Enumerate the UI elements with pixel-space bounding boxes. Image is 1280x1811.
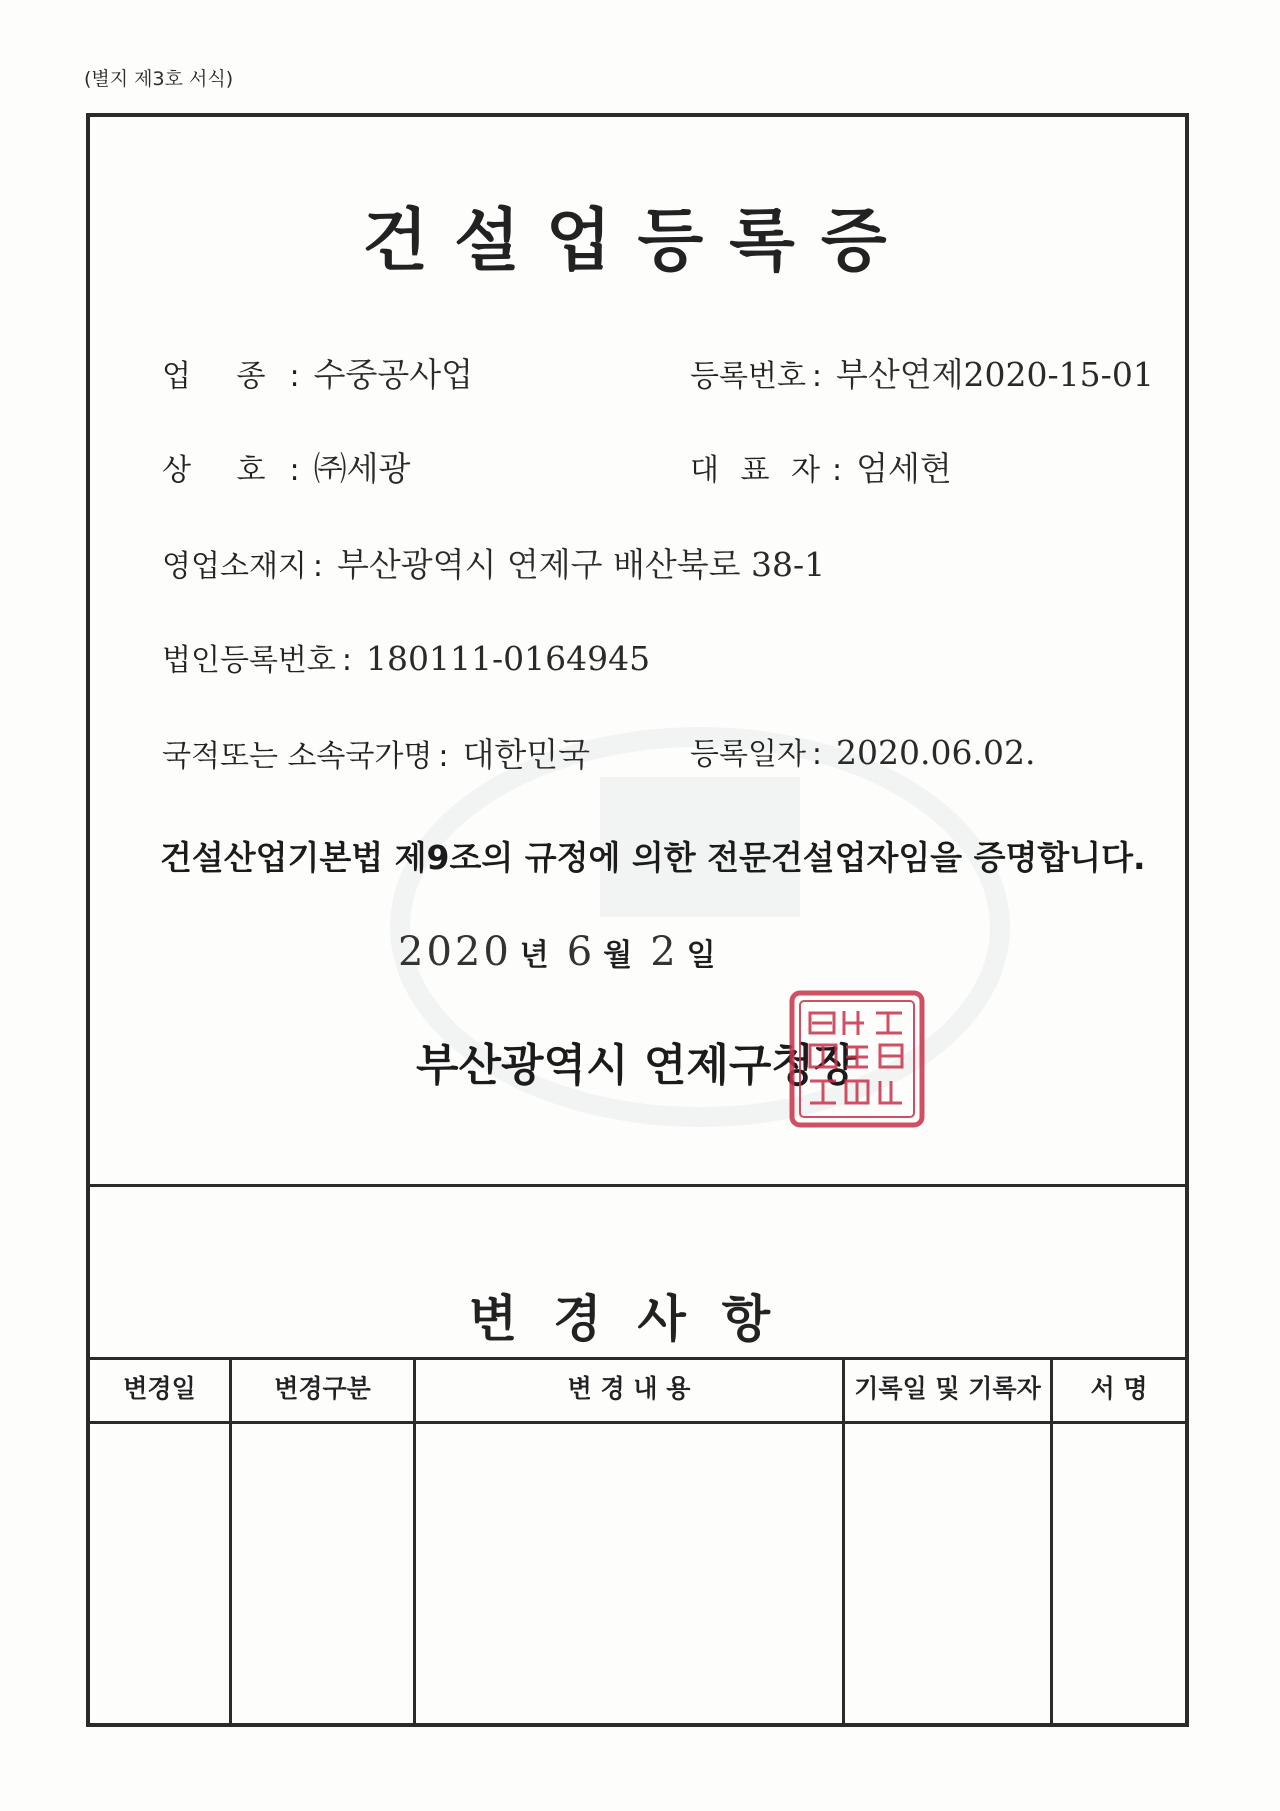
registration-number-field: 등록번호 : 부산연제2020-15-01 <box>690 355 1154 394</box>
issue-day-unit: 일 <box>686 938 716 973</box>
column-header-recorder: 기록일 및 기록자 <box>854 1374 1041 1403</box>
changes-section-title: 변경사항 <box>468 1289 807 1348</box>
business-type-label: 업 종 <box>162 359 284 394</box>
business-location-field: 영업소재지 : 부산광역시 연제구 배산북로 38-1 <box>162 545 826 584</box>
issue-year-unit: 년 <box>519 938 549 973</box>
registration-date-value: 2020.06.02. <box>836 733 1036 772</box>
section-divider <box>90 1184 1185 1187</box>
registration-date-label: 등록일자 <box>690 737 806 772</box>
issue-date <box>398 929 734 975</box>
business-type-field: 업 종 : 수중공사업 <box>162 355 473 394</box>
registration-number-value: 부산연제2020-15-01 <box>836 355 1154 394</box>
form-number-note: (별지 제3호 서식) <box>84 68 234 90</box>
column-header-signature: 서 명 <box>1090 1374 1148 1403</box>
registration-date-field: 등록일자 : 2020.06.02. <box>690 733 1036 772</box>
representative-field: 대 표 자 : 엄세현 <box>690 449 952 488</box>
company-name-value: ㈜세광 <box>313 449 411 488</box>
corporate-registration-label: 법인등록번호 <box>162 643 336 678</box>
certificate-title: 건설업등록증 <box>362 201 913 281</box>
representative-label: 대 표 자 <box>690 453 827 488</box>
column-header-change-date: 변경일 <box>123 1374 196 1403</box>
company-name-field: 상 호 : ㈜세광 <box>162 449 411 488</box>
issuer-name: 부산광역시 연제구청장 <box>416 1040 857 1091</box>
representative-value: 엄세현 <box>856 449 952 488</box>
changes-header-bottom-rule <box>90 1421 1185 1424</box>
company-name-label: 상 호 <box>162 453 284 488</box>
corporate-registration-value: 180111-0164945 <box>366 639 651 678</box>
nationality-field: 국적또는 소속국가명 : 대한민국 <box>162 735 590 774</box>
nationality-label: 국적또는 소속국가명 <box>162 739 433 774</box>
certification-statement: 건설산업기본법 제9조의 규정에 의한 전문건설업자임을 증명합니다. <box>160 838 1146 877</box>
certificate-frame <box>86 113 1189 1727</box>
business-type-value: 수중공사업 <box>313 355 473 394</box>
corporate-registration-field: 법인등록번호 : 180111-0164945 <box>162 639 651 678</box>
issue-month: 6 <box>566 929 596 975</box>
column-header-change-details: 변 경 내 용 <box>567 1374 691 1403</box>
official-seal-icon <box>788 989 926 1129</box>
issue-year: 2020 <box>398 929 512 975</box>
issue-day: 2 <box>650 929 679 975</box>
business-location-value: 부산광역시 연제구 배산북로 38-1 <box>337 545 826 584</box>
registration-number-label: 등록번호 <box>690 359 806 394</box>
column-header-change-type: 변경구분 <box>274 1374 371 1403</box>
business-location-label: 영업소재지 <box>162 549 307 584</box>
nationality-value: 대한민국 <box>462 735 590 774</box>
issue-month-unit: 월 <box>603 938 633 973</box>
